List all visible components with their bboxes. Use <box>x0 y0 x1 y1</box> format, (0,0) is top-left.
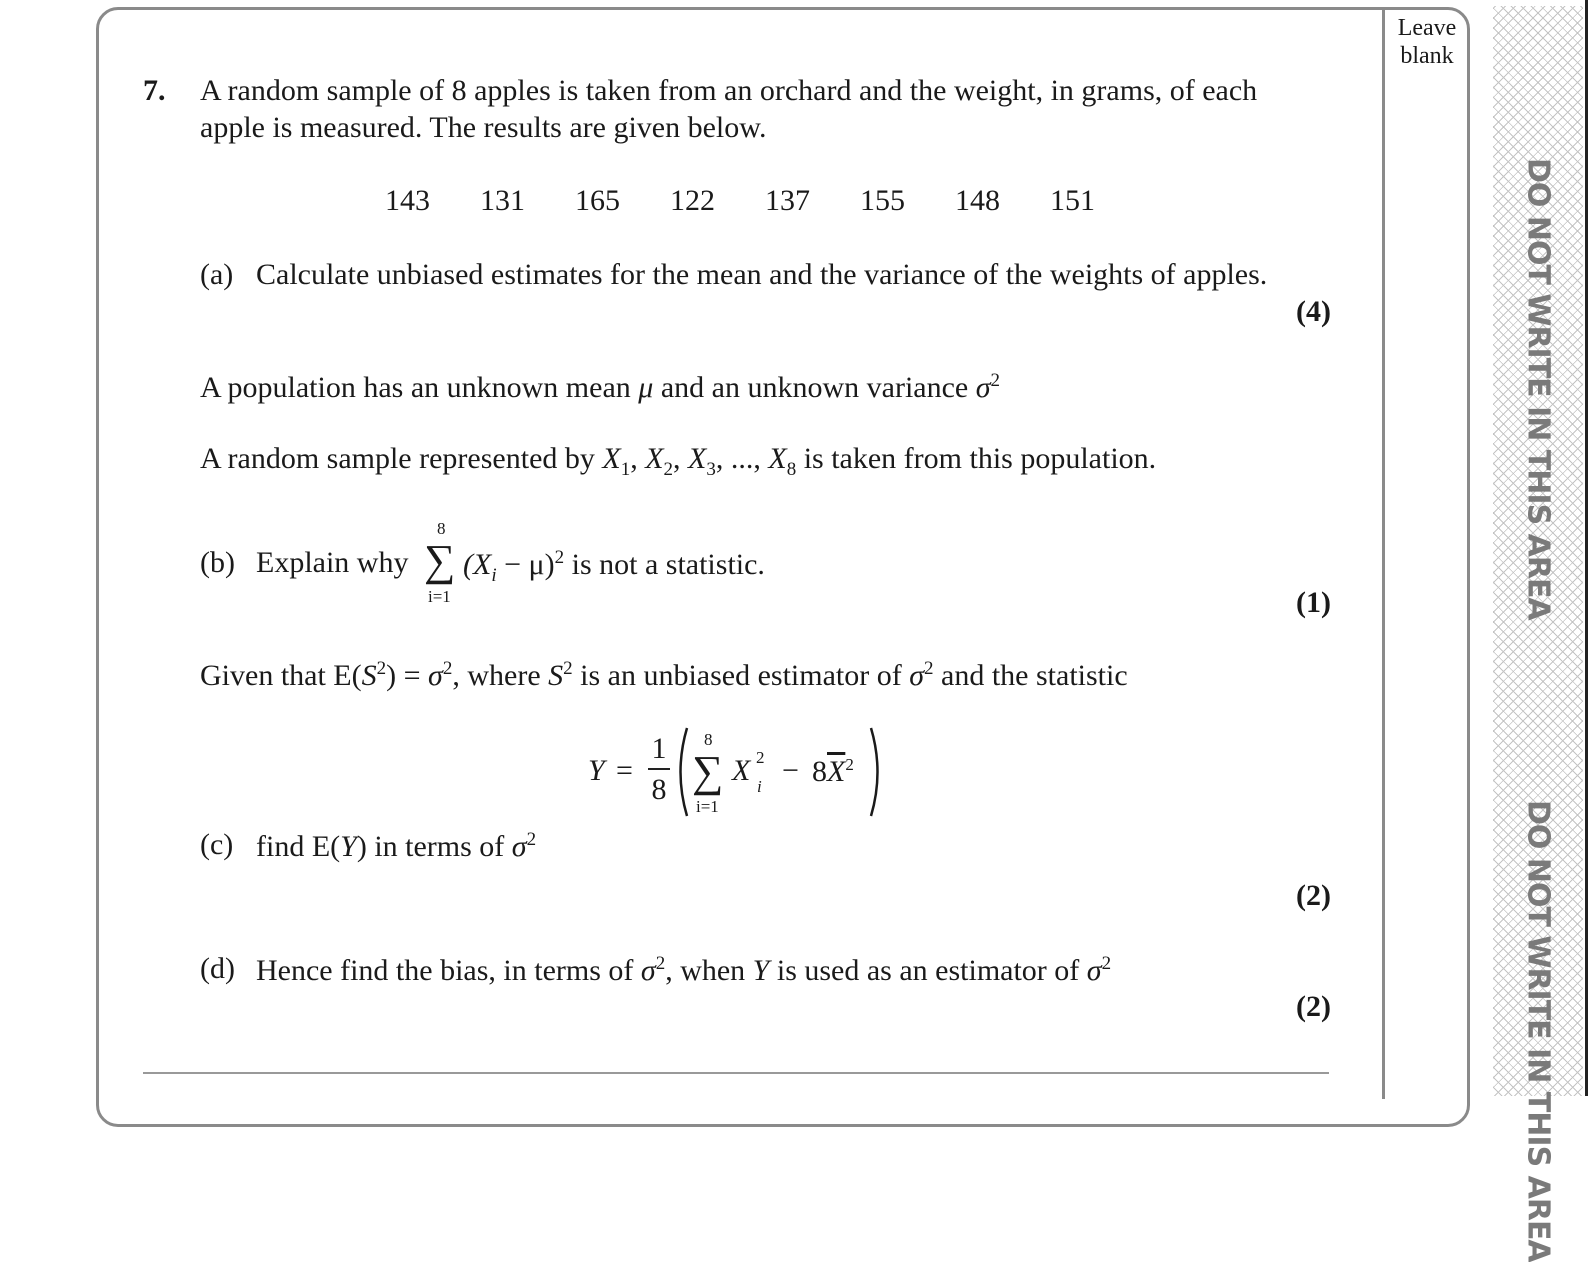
formula-term-index: i <box>757 777 762 796</box>
part-b-pre: Explain why <box>256 546 409 579</box>
population-text: A population has an unknown mean μ and an unknown variance $\sigma^2$ <box>200 370 1001 404</box>
part-d-label: (d) <box>200 952 235 985</box>
right-bracket <box>868 726 886 818</box>
leave-blank-label: Leave blank <box>1397 15 1457 69</box>
part-b-marks: (1) <box>1296 586 1331 619</box>
formula-term-power: 2 <box>756 748 765 767</box>
margin-divider <box>1382 9 1385 1099</box>
part-b-label: (b) <box>200 546 235 579</box>
intro-line-2: apple is measured. The results are given below. <box>200 111 767 144</box>
formula-sum-upper: 8 <box>704 730 713 749</box>
formula-term: X <box>732 754 751 787</box>
formula-sum-lower: i=1 <box>696 797 719 816</box>
part-b-expression: $(X_i - \mu)^2$ is not a statistic. <box>463 547 765 586</box>
question-number: 7. <box>143 74 166 107</box>
formula-lhs: Y <box>588 754 605 787</box>
sigma-sum-icon: ∑ <box>424 536 456 585</box>
part-c-label: (c) <box>200 828 234 861</box>
weight-value: 155 <box>860 184 905 217</box>
fraction-bar <box>648 768 670 770</box>
part-a-marks: (4) <box>1296 295 1331 328</box>
sum-upper: 8 <box>437 519 446 538</box>
answer-line <box>143 1072 1329 1074</box>
part-d-marks: (2) <box>1296 990 1331 1023</box>
formula-minus: − <box>782 754 799 787</box>
part-c-marks: (2) <box>1296 879 1331 912</box>
weight-value: 143 <box>385 184 430 217</box>
part-d-text: Hence find the bias, in terms of $\sigma^2$, when Y is used as an estimator of $\sigma^2$ <box>256 953 1112 987</box>
given-text: Given that $E(S^2) = \sigma^2$, where $S^2$ is an unbiased estimator of $\sigma^2$ and the statistic <box>200 658 1128 692</box>
sample-text: A random sample represented by $X_1$, $X_2$, $X_3$, ..., $X_8$ is taken from this population. <box>200 442 1157 480</box>
sigma-sum-icon: ∑ <box>692 747 724 796</box>
weight-value: 131 <box>480 184 525 217</box>
fraction-denominator: 8 <box>651 773 667 806</box>
do-not-write-label: DO NOT WRITE IN THIS AREA <box>1520 158 1556 620</box>
weight-value: 148 <box>955 184 1000 217</box>
left-bracket <box>672 726 690 818</box>
weight-value: 151 <box>1050 184 1095 217</box>
part-a-text: Calculate unbiased estimates for the mean and the variance of the weights of apples. <box>256 258 1268 291</box>
formula-xbar-term: $8\overline{X}^2$ <box>812 755 854 788</box>
weights-list <box>385 186 1145 216</box>
do-not-write-label-2: DO NOT WRITE IN THIS AREA <box>1520 800 1556 1262</box>
weight-value: 137 <box>765 184 810 217</box>
formula-equals: = <box>616 754 633 787</box>
sum-lower: i=1 <box>428 587 451 606</box>
part-a-label: (a) <box>200 258 234 291</box>
intro-line-1: A random sample of 8 apples is taken from an orchard and the weight, in grams, of each <box>200 74 1258 107</box>
part-c-text: find E(Y) in terms of $\sigma^2$ <box>256 829 537 863</box>
weight-value: 122 <box>670 184 715 217</box>
fraction-numerator: 1 <box>651 732 667 765</box>
weight-value: 165 <box>575 184 620 217</box>
